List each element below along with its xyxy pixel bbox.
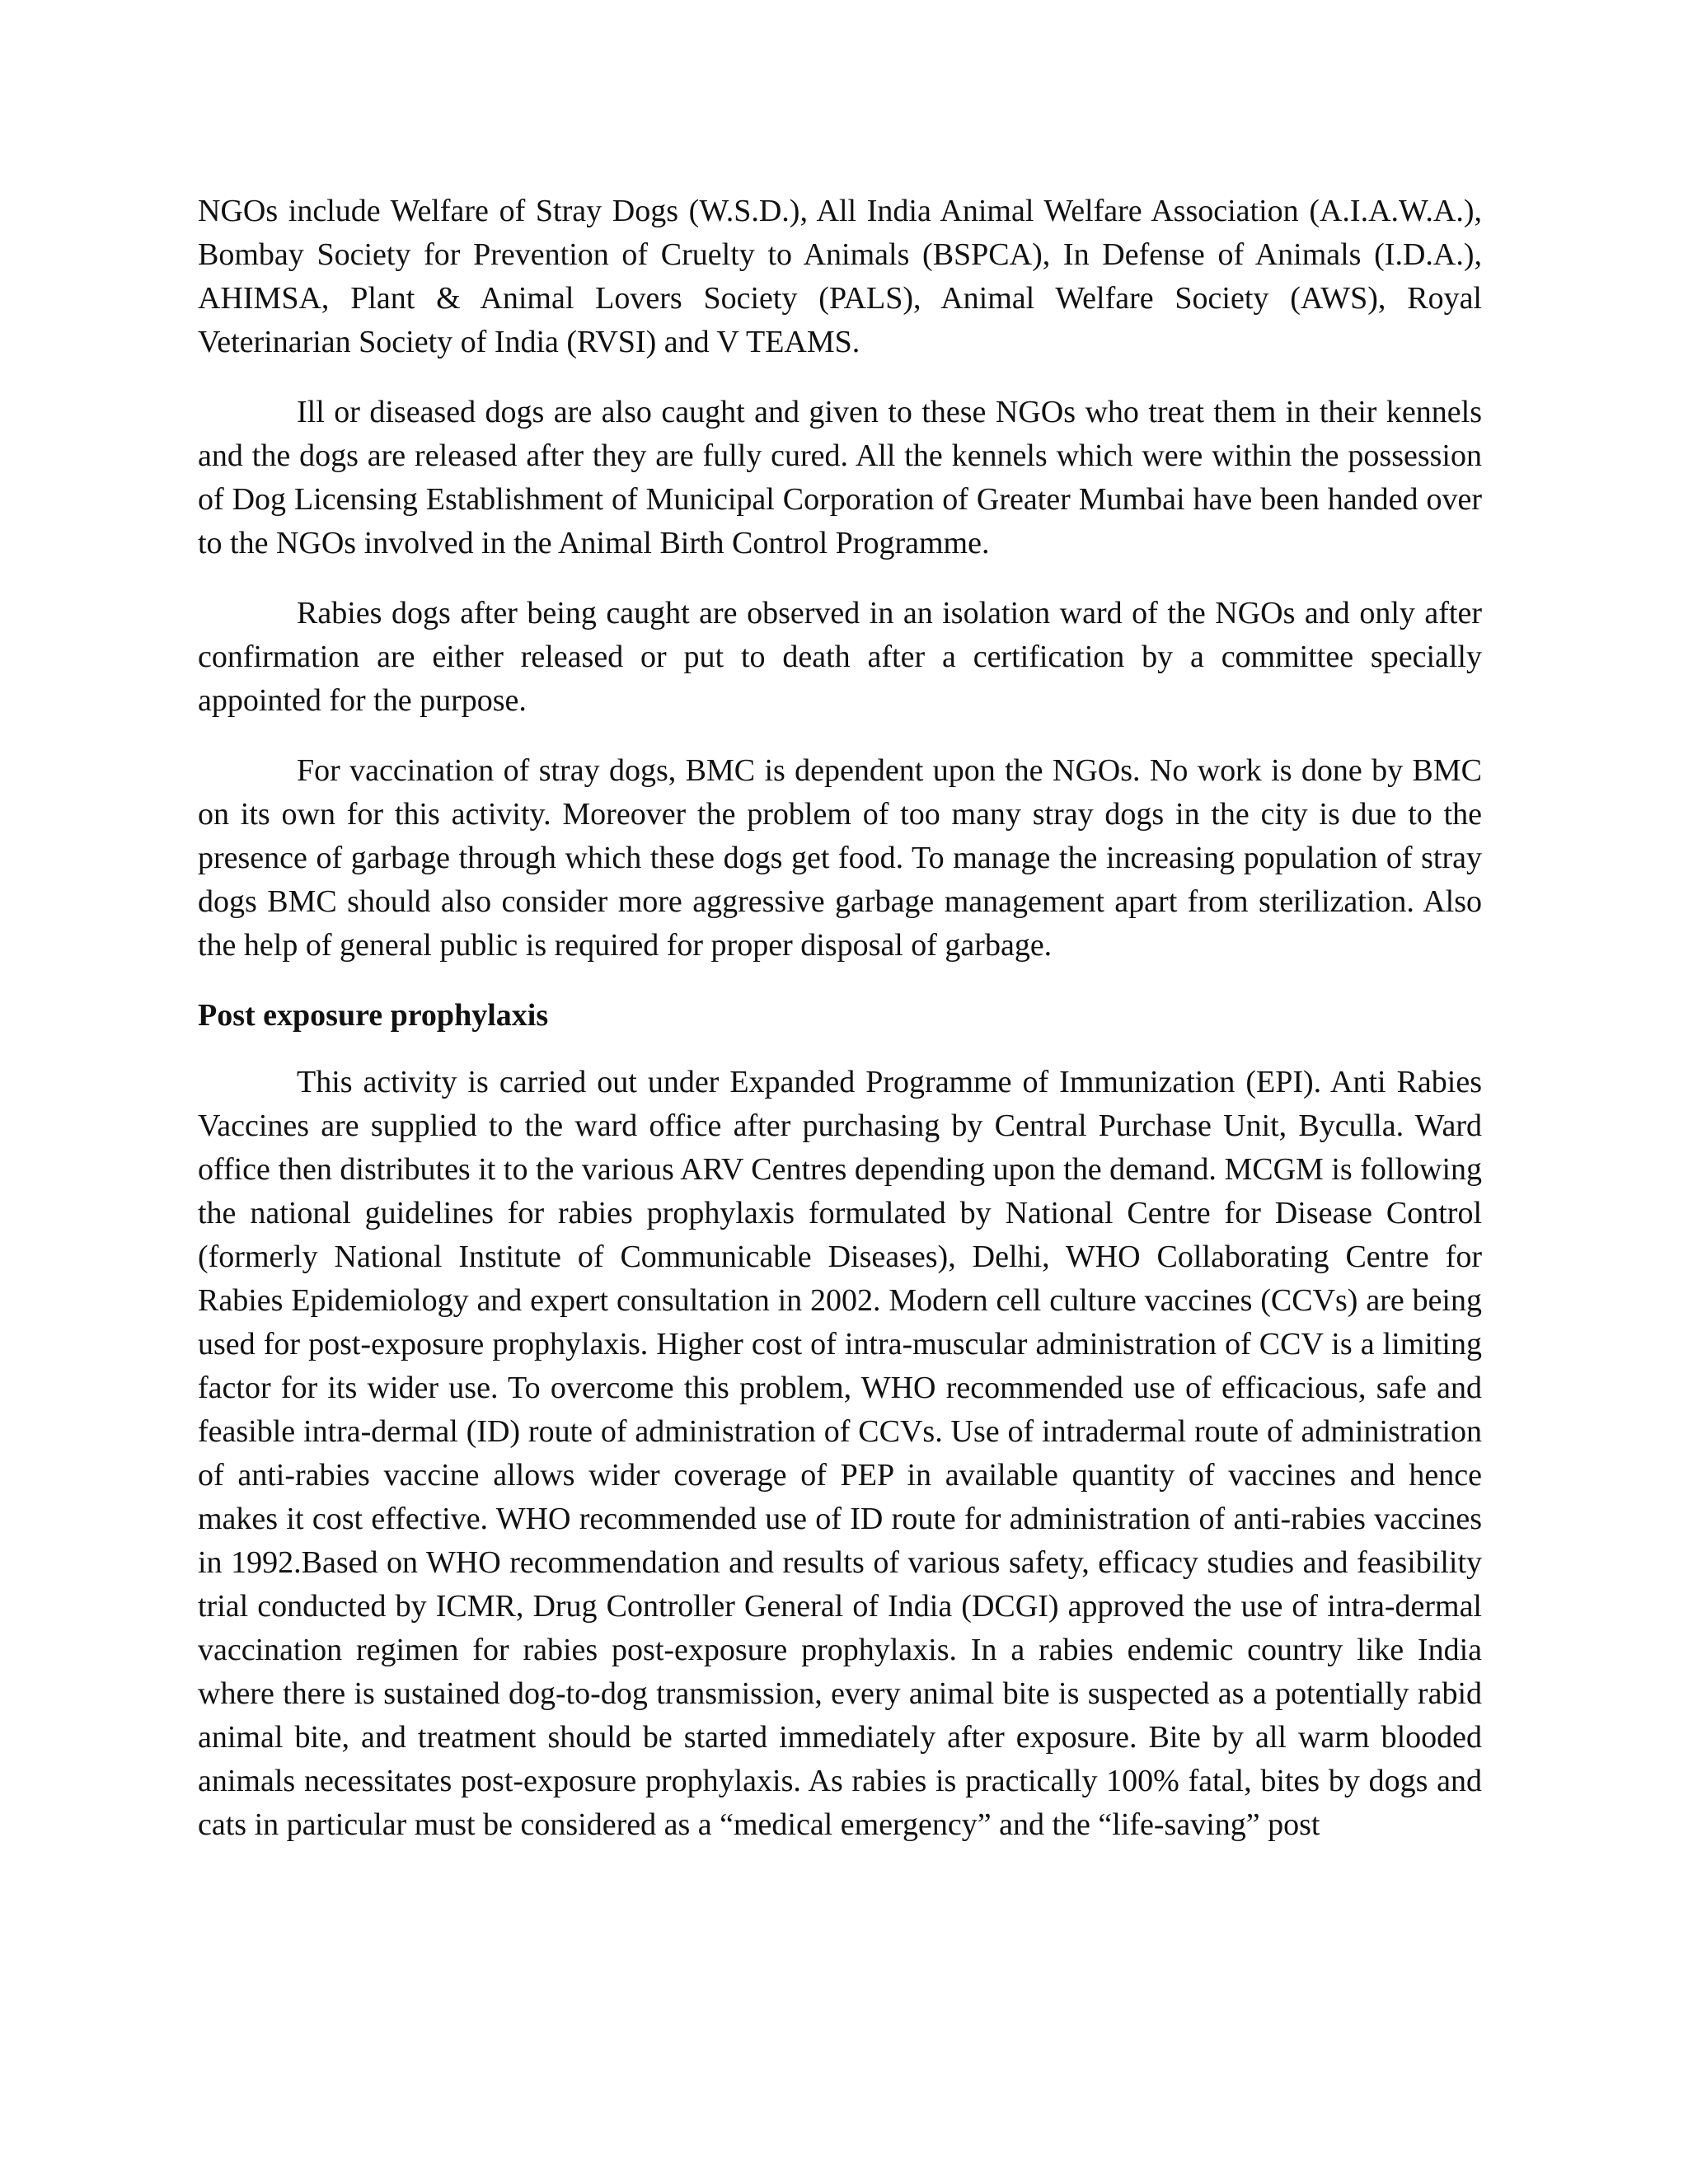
paragraph-vaccination: For vaccination of stray dogs, BMC is dependent upon the NGOs. No work is done by BMC on its own for this activity. Moreover the problem of too many stray dogs in the city is due to the presence of garbage through which these dogs get food. To manage the increasing population of stray dogs BMC should also consider more aggressive garbage management apart from sterilization. Also the help of general public is required for proper disposal of garbage. (198, 753, 1482, 963)
page-content (198, 190, 1482, 1847)
paragraph-rabies-dogs: Rabies dogs after being caught are observed in an isolation ward of the NGOs and only after confirmation are either released or put to death after a certification by a committee specially appointed for the purpose. (198, 596, 1482, 718)
paragraph-post-exposure: This activity is carried out under Expanded Programme of Immunization (EPI). Anti Rabies Vaccines are supplied to the ward office after purchasing by Central Purchase Unit, Byculla. Ward office then distributes it to the various ARV Centres depending upon the demand. MCGM is following the national guidelines for rabies prophylaxis formulated by National Centre for Disease Control (formerly National Institute of Communicable Diseases), Delhi, WHO Collaborating Centre for Rabies Epidemiology and expert consultation in 2002. Modern cell culture vaccines (CCVs) are being used for post-exposure prophylaxis. Higher cost of intra-muscular administration of CCV is a limiting factor for its wider use. To overcome this problem, WHO recommended use of efficacious, safe and feasible intra-dermal (ID) route of administration of CCVs. Use of intradermal route of administration of anti-rabies vaccine allows wider coverage of PEP in available quantity of vaccines and hence makes it cost effective. WHO recommended use of ID route for administration of anti-rabies vaccines in 1992.Based on WHO recommendation and results of various safety, efficacy studies and feasibility trial conducted by ICMR, Drug Controller General of India (DCGI) approved the use of intra-dermal vaccination regimen for rabies post-exposure prophylaxis. In a rabies endemic country like India where there is sustained dog-to-dog transmission, every animal bite is suspected as a potentially rabid animal bite, and treatment should be started immediately after exposure. Bite by all warm blooded animals necessitates post-exposure prophylaxis. As rabies is practically 100% fatal, bites by dogs and cats in particular must be considered as a “medical emergency” and the “life-saving” post (198, 1065, 1482, 1842)
section-heading: Post exposure prophylaxis (198, 998, 549, 1033)
paragraph-ngo-list: NGOs include Welfare of Stray Dogs (W.S.D.), All India Animal Welfare Association (A.I.A.W.A.), Bombay Society for Prevention of Cruelty to Animals (BSPCA), In Defense of Animals (I.D.A.), AHIMSA, Plant & Animal Lovers Society (PALS), Animal Welfare Society (AWS), Royal Veterinarian Society of India (RVSI) and V TEAMS. (198, 194, 1482, 359)
paragraph-ill-dogs: Ill or diseased dogs are also caught and given to these NGOs who treat them in their kennels and the dogs are released after they are fully cured. All the kennels which were within the possession of Dog Licensing Establishment of Municipal Corporation of Greater Mumbai have been handed over to the NGOs involved in the Animal Birth Control Programme. (198, 395, 1482, 560)
